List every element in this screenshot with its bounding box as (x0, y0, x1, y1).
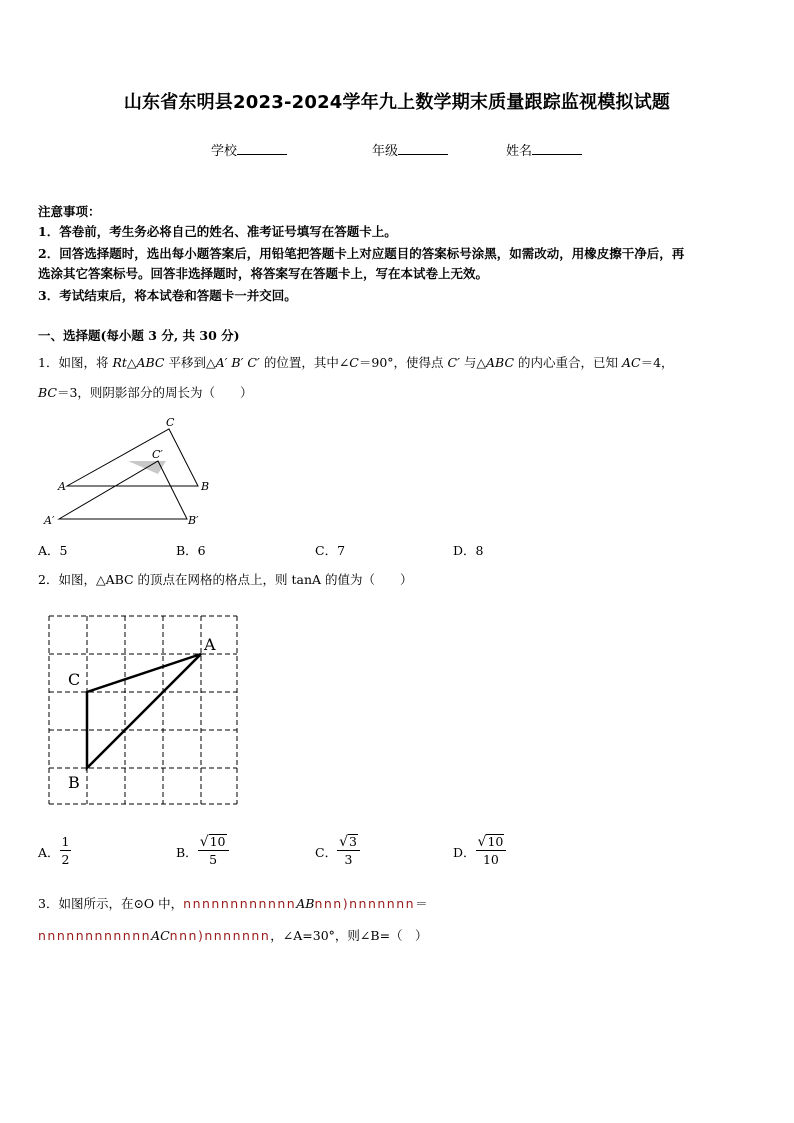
option-label: C． (315, 844, 338, 860)
q2-option-a (38, 834, 71, 869)
triangle-abc (67, 429, 198, 486)
section-heading: 一、选择题(每小题 3 分, 共 30 分) (38, 328, 240, 343)
option-label: A． (38, 844, 60, 860)
q3-text: ，∠A=30°，则∠B=（ ） (270, 928, 428, 943)
notice-item-3: 3．考试结束后，将本试卷和答题卡一并交回。 (38, 288, 297, 303)
option-label: B． (176, 844, 198, 860)
name-label: 姓名 (506, 144, 533, 159)
q2-text: 2．如图，△ABC 的顶点在网格的格点上，则 tanA 的值为（ ） (38, 572, 413, 587)
radicand: 10 (487, 834, 504, 849)
grade-field (372, 140, 448, 159)
q2-option-c (315, 834, 360, 869)
triangle-abc-prime (59, 461, 187, 519)
denominator: 3 (344, 852, 353, 867)
name-field (506, 140, 582, 159)
garbled-text: nnn)nnnnnnn (314, 896, 416, 911)
denominator: 2 (61, 852, 70, 867)
q1-line1 (38, 355, 674, 371)
school-field (211, 140, 287, 159)
q1-abc-prime: A′ B′ C′ (215, 355, 260, 370)
q1-option-c: C．7 (315, 543, 346, 558)
sqrt: √ 3 (339, 834, 357, 850)
option-label: D． (453, 844, 476, 860)
sqrt: √ 10 (477, 834, 504, 850)
q1-option-b: B．6 (176, 543, 206, 558)
label-b: B (68, 773, 80, 792)
q1-text: ＝90°，使得点 (358, 355, 448, 370)
notice-item-2a: 2．回答选择题时，选出每小题答案后，用铅笔把答题卡上对应题目的答案标号涂黑，如需改动，用橡皮擦干净后，再 (38, 246, 685, 261)
q1-c: C (349, 355, 359, 370)
q1-figure (40, 412, 220, 532)
school-label: 学校 (211, 144, 238, 159)
q3-ab: AB (296, 896, 315, 911)
label-c-prime: C′ (152, 448, 163, 461)
garbled-text: nnnnnnnnnnnn (183, 896, 297, 911)
garbled-text: nnn)nnnnnnn (169, 928, 271, 943)
q1-text: ＝4， (640, 355, 674, 370)
name-blank (532, 142, 582, 155)
q1-text: ＝3，则阴影部分的周长为（ ） (56, 385, 253, 400)
radicand: 10 (209, 834, 226, 849)
q1-text: 的内心重合，已知 (514, 355, 622, 370)
q3-ac: AC (151, 928, 170, 943)
garbled-text: nnnnnnnnnnnn (38, 928, 152, 943)
q1-rt: Rt△ABC (112, 355, 165, 370)
q2-option-d (453, 834, 506, 869)
label-a: A (204, 635, 216, 654)
label-b: B (201, 480, 210, 493)
label-a-prime: A′ (44, 514, 55, 527)
q3-line1 (38, 896, 428, 912)
notice-heading: 注意事项： (38, 204, 101, 219)
label-c: C (68, 670, 81, 689)
denominator: 5 (209, 852, 218, 867)
q1-c-prime: C′ (447, 355, 460, 370)
q1-text: 平移到△ (164, 355, 216, 370)
q2-figure (40, 610, 250, 810)
fraction (60, 834, 72, 869)
q1-text: 与△ (459, 355, 487, 370)
sqrt: √ 10 (199, 834, 226, 850)
fraction (337, 834, 360, 869)
notice-item-2b: 选涂其它答案标号。回答非选择题时，将答案写在答题卡上，写在本试卷上无效。 (38, 266, 489, 281)
q1-option-a: A．5 (38, 543, 68, 558)
numerator: 1 (61, 834, 70, 849)
fraction (198, 834, 229, 869)
q1-text: 1．如图，将 (38, 355, 113, 370)
q2-option-b (176, 834, 229, 869)
denominator: 10 (482, 852, 499, 867)
grade-label: 年级 (372, 144, 399, 159)
notice-item-1: 1．答卷前，考生务必将自己的姓名、准考证号填写在答题卡上。 (38, 224, 397, 239)
grade-blank (398, 142, 448, 155)
triangle-abc (87, 654, 201, 768)
q3-text: 3．如图所示，在⊙O 中， (38, 896, 184, 911)
school-blank (237, 142, 287, 155)
q1-text: 的位置，其中∠ (259, 355, 350, 370)
fraction (476, 834, 507, 869)
page-title: 山东省东明县2023-2024学年九上数学期末质量跟踪监视模拟试题 (123, 92, 671, 113)
q1-option-d: D．8 (453, 543, 484, 558)
label-a: A (58, 480, 66, 493)
label-c: C (166, 416, 175, 429)
radicand: 3 (349, 834, 357, 849)
q3-line2 (38, 928, 428, 944)
q1-abc: ABC (486, 355, 515, 370)
q1-line2 (38, 385, 252, 401)
q1-ac: AC (621, 355, 641, 370)
q3-text: ＝ (415, 896, 428, 911)
q1-bc: BC (38, 385, 57, 400)
label-b-prime: B′ (188, 514, 199, 527)
